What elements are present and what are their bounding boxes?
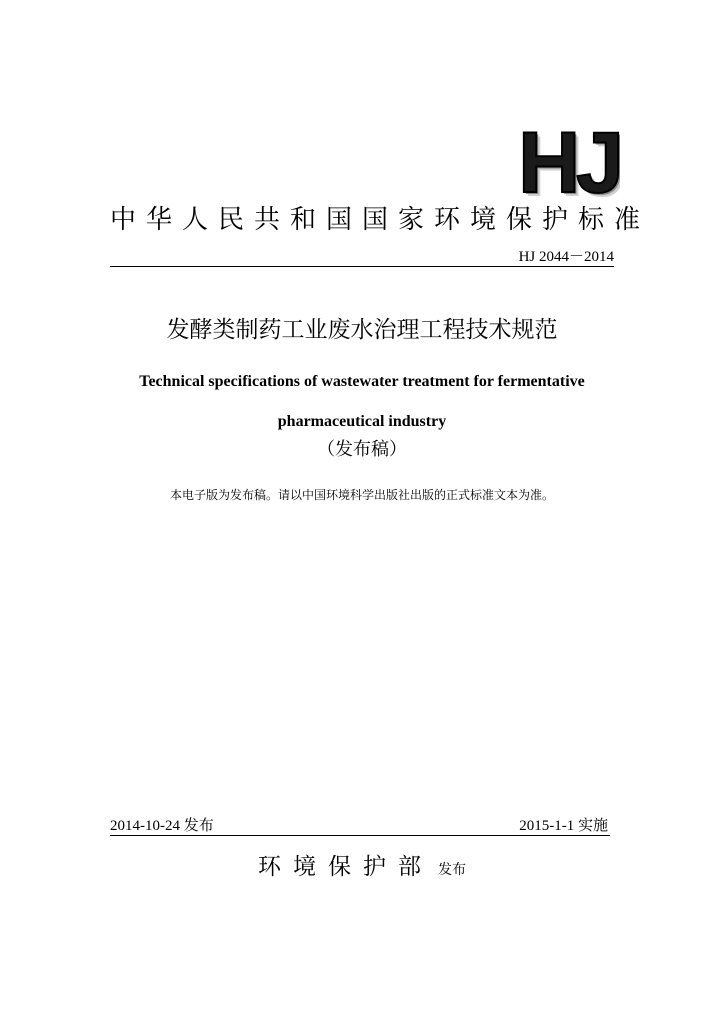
issue-date: 2014-10-24 发布 (110, 818, 214, 834)
header-divider (110, 266, 614, 267)
standard-number: HJ 2044－2014 (518, 249, 614, 265)
publisher-line (0, 851, 724, 886)
english-title-line-2: pharmaceutical industry (277, 413, 447, 430)
publisher-name: 环境保护部 (257, 854, 433, 880)
document-title-chinese: 发酵类制药工业废水治理工程技术规范 (166, 317, 558, 343)
publisher-suffix: 发布 (438, 862, 467, 878)
implementation-date: 2015-1-1 实施 (519, 818, 608, 834)
hj-logo: HJ (518, 128, 620, 198)
national-standard-title: 中华人民共和国国家环境保护标准 (110, 205, 651, 235)
english-title-line-1: Technical specifications of wastewater treatment for fermentative (139, 373, 585, 390)
document-title-english (0, 362, 724, 442)
draft-status: （发布稿） (317, 439, 407, 460)
footer-divider (110, 835, 610, 836)
electronic-version-notice: 本电子版为发布稿。请以中国环境科学出版社出版的正式标准文本为准。 (169, 488, 554, 502)
